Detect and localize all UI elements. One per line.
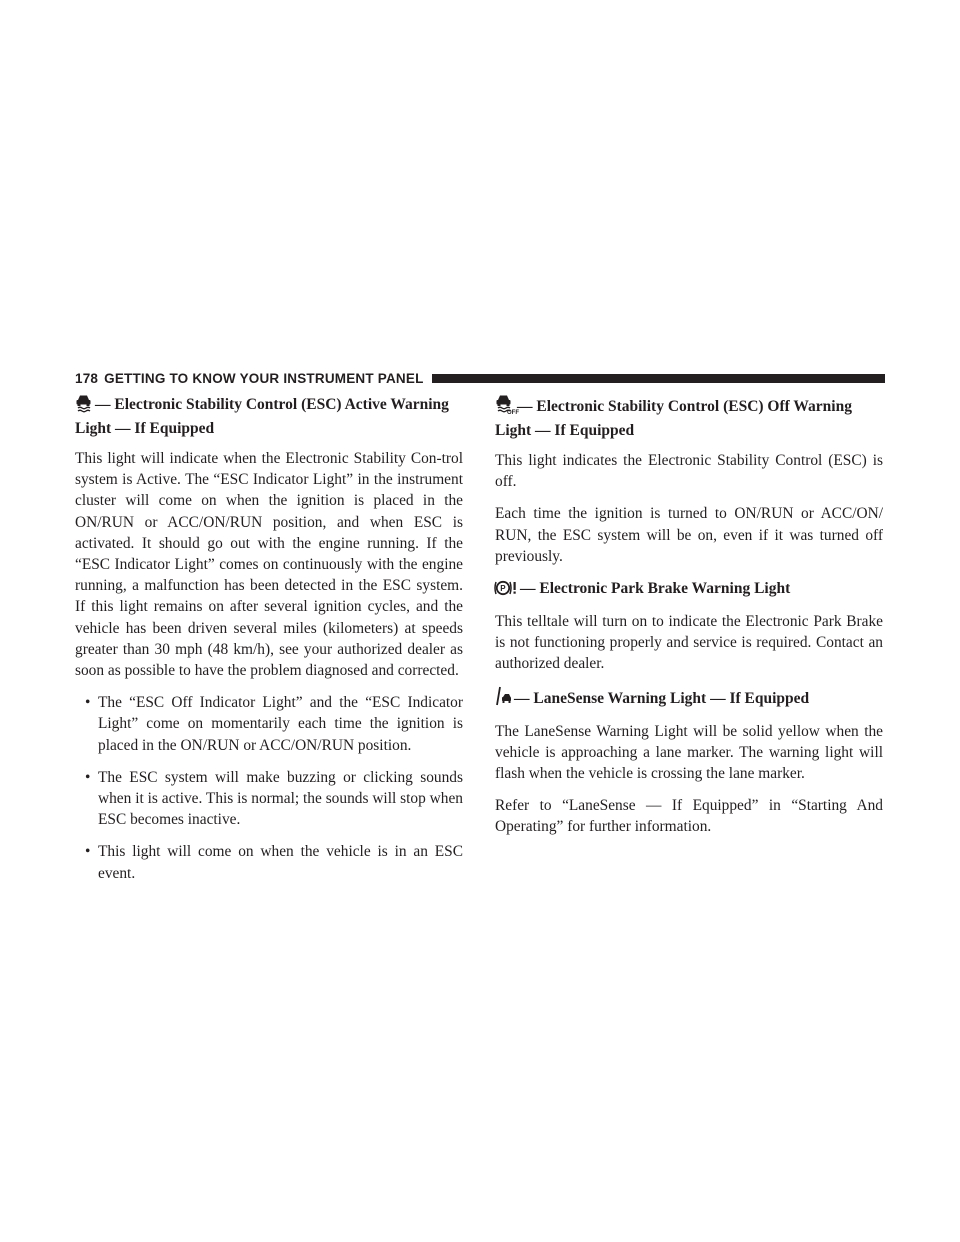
bullet-icon: • <box>85 843 91 861</box>
esc-off-paragraph-2: Each time the ignition is turned to ON/RUN or ACC/ON/ RUN, the ESC system will be on, even if it was turned off previously. <box>495 505 883 565</box>
section-title: GETTING TO KNOW YOUR INSTRUMENT PANEL <box>104 370 424 386</box>
lanesense-heading <box>495 686 883 712</box>
page-header <box>75 368 885 388</box>
svg-text:OFF: OFF <box>507 410 519 416</box>
esc-active-car-skid-icon <box>75 394 92 418</box>
lanesense-paragraph-2: Refer to “LaneSense — If Equipped” in “Starting And Operating” for further information. <box>495 797 883 836</box>
list-item: • The ESC system will make buzzing or clicking sounds when it is active. This is normal; the sounds will stop when ESC becomes inactive. <box>85 768 463 829</box>
park-brake-warning-icon <box>495 580 517 602</box>
bullet-icon: • <box>85 768 91 786</box>
esc-active-bullet-list <box>75 692 463 884</box>
lanesense-heading-text: — LaneSense Warning Light — If Equipped <box>514 689 810 707</box>
esc-active-heading-text: — Electronic Stability Control (ESC) Active Warning Light — If Equipped <box>75 396 449 437</box>
esc-off-heading <box>495 394 883 441</box>
esc-off-paragraph-1: This light indicates the Electronic Stability Control (ESC) is off. <box>495 452 883 491</box>
list-item: • The “ESC Off Indicator Light” and the “ESC Indicator Light” come on momentarily each time the ignition is placed in the ON/RUN or ACC/ON/RUN position. <box>85 694 463 754</box>
esc-active-heading <box>75 394 463 439</box>
lanesense-paragraph-1: The LaneSense Warning Light will be solid yellow when the vehicle is approaching a lane marker. The warning light will flash when the vehicle is crossing the lane marker. <box>495 722 883 783</box>
esc-active-body: This light will indicate when the Electronic Stability Con-trol system is Active. The “ESC Indicator Light” in the instrument cluster will come on when the ignition is placed in the ON/RUN or ACC/ON/RUN position, and when ESC is activated. It should go out with the engine running. If the “ESC Indicator Light” comes on continuously with the engine running, a malfunction has been detected in the ESC system. If this light remains on after several ignition cycles, and the vehicle has been driven several miles (kilometers) at speeds greater than 30 mph (48 km/h), see your authorized dealer as soon as possible to have the problem diagnosed and corrected. <box>75 450 463 680</box>
list-item: • This light will come on when the vehicle is in an ESC event. <box>85 843 463 882</box>
park-brake-paragraph: This telltale will turn on to indicate the Electronic Park Brake is not functioning properly and service is required. Contact an authorized dealer. <box>495 613 883 673</box>
right-column <box>495 394 883 849</box>
svg-text:P: P <box>500 584 506 594</box>
esc-off-car-skid-icon <box>495 394 519 420</box>
header-rule <box>432 374 885 383</box>
park-brake-heading-text: — Electronic Park Brake Warning Light <box>520 580 791 598</box>
bullet-icon: • <box>85 694 91 712</box>
park-brake-heading <box>495 578 883 602</box>
lanesense-icon <box>495 686 511 712</box>
left-column <box>75 394 463 895</box>
page-number: 178 <box>75 370 99 386</box>
esc-off-heading-text: — Electronic Stability Control (ESC) Off Warning Light — If Equipped <box>495 398 852 439</box>
